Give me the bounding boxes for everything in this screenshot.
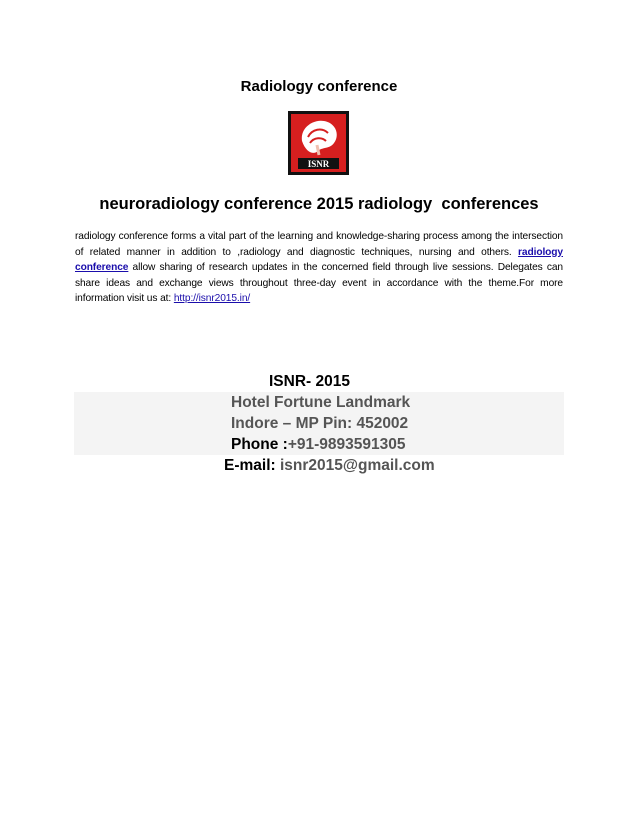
email-label: E-mail: xyxy=(224,457,280,474)
paragraph-intro: radiology conference forms a vital part of the learning and knowledge-sharing process among the intersection of related manner in addition to ,radiology and diagnostic techniques, nursing and others. xyxy=(75,231,563,258)
email-address[interactable]: isnr2015@gmail.com xyxy=(279,457,435,474)
brain-icon xyxy=(288,111,349,175)
contact-block xyxy=(0,371,638,476)
venue-row xyxy=(74,392,564,413)
website-link[interactable]: http://isnr2015.in/ xyxy=(173,293,251,305)
address: Indore – MP Pin: 452002 xyxy=(231,415,409,432)
venue: Hotel Fortune Landmark xyxy=(231,394,411,411)
phone-number: +91-9893591305 xyxy=(287,436,406,453)
isnr-logo xyxy=(288,111,349,175)
radiology-conference-link[interactable]: radiology conference xyxy=(75,246,563,274)
address-row xyxy=(74,413,564,434)
email-row xyxy=(0,455,638,476)
page-title: Radiology conference xyxy=(240,78,398,95)
phone-row xyxy=(74,434,564,455)
paragraph-middle: allow sharing of research updates in the concerned field through live sessions. Delegates can share ideas and exchange views throughout three-day event in accordance with the theme.For more information visit us at: xyxy=(75,262,563,305)
logo-text: ISNR xyxy=(307,159,330,169)
phone-label: Phone : xyxy=(231,436,288,453)
description-paragraph xyxy=(75,229,563,307)
contact-heading: ISNR- 2015 xyxy=(269,373,350,390)
subtitle: neuroradiology conference 2015 radiology conferences xyxy=(99,195,539,213)
